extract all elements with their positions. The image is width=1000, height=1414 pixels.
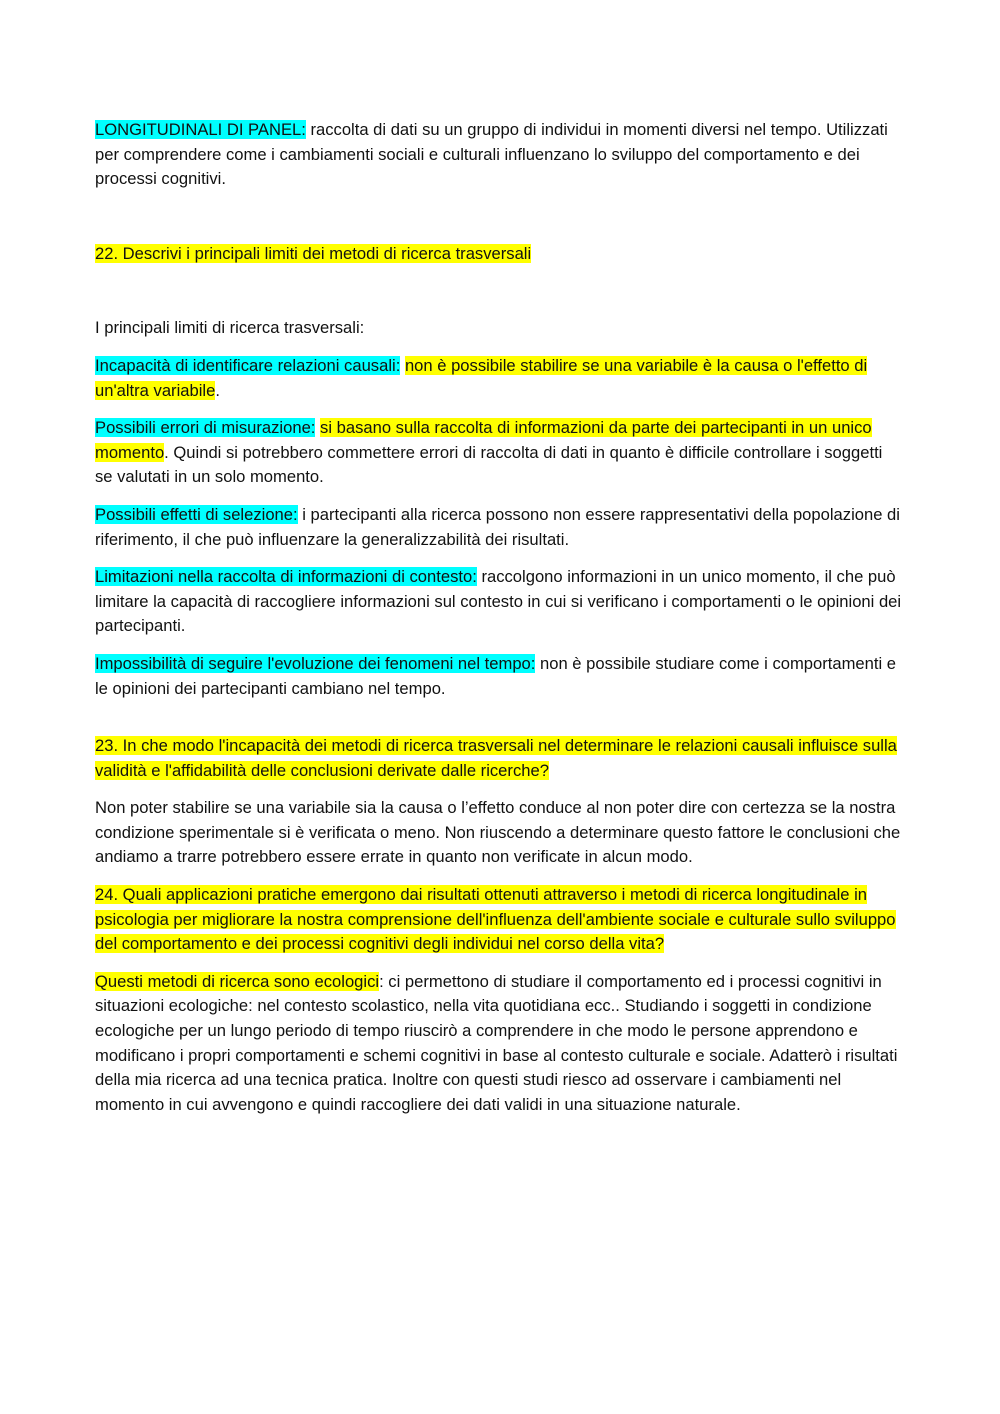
limit-measurement-errors [95,416,904,490]
limit-label: Impossibilità di seguire l'evoluzione dei fenomeni nel tempo: [95,653,536,673]
question-23-text: 23. In che modo l'incapacità dei metodi di ricerca trasversali nel determinare le relazioni causali influisce sulla validità e l'affidabilità delle conclusioni derivate dalle ricerche? [95,736,897,780]
limit-context-information [95,565,904,639]
limit-causal-relations [95,354,904,403]
limit-highlight: si basano sulla raccolta di informazioni da parte dei partecipanti in un unico momento [95,418,872,462]
answer-24-text: : ci permettono di studiare il comportamento ed i processi cognitivi in situazioni ecologiche: nel contesto scolastico, nella vita quotidiana ecc.. Studiando i soggetti in condizione ecologiche per un lungo periodo di tempo riuscirò a comprendere in che modo le persone apprendono e modificano i propri comportamenti e schemi cognitivi in base al contesto culturale e sociale. Adatterò i risultati della mia ricerca ad una tecnica pratica. Inoltre con questi studi riesco ad osservare i cambiamenti nel momento in cui avvengono e quindi raccogliere dei dati validi in una situazione naturale. [95,971,898,1114]
limit-text: raccolgono informazioni in un unico momento, il che può limitare la capacità di raccogliere informazioni sul contesto in cui si verificano i comportamenti o le opinioni dei partecipanti. [95,567,902,636]
limit-evolution-over-time [95,652,904,701]
limit-highlight: non è possibile stabilire se una variabile è la causa o l'effetto di un'altra variabile [95,355,868,400]
term-longitudinali-panel: LONGITUDINALI DI PANEL: [95,120,306,139]
question-22-text: 22. Descrivi i principali limiti dei metodi di ricerca trasversali [95,243,532,263]
limit-label: Possibili errori di misurazione: [95,418,316,438]
question-22 [95,242,904,267]
intro-limits: I principali limiti di ricerca trasversali: [95,318,365,338]
limit-text: non è possibile studiare come i comportamenti e le opinioni dei partecipanti cambiano nel tempo. [95,653,897,698]
limit-text: i partecipanti alla ricerca possono non essere rappresentativi della popolazione di riferimento, il che può influenzare la generalizzabilità dei risultati. [95,504,900,549]
question-24-text: 24. Quali applicazioni pratiche emergono dai risultati ottenuti attraverso i metodi di ricerca longitudinale in psicologia per migliorare la nostra comprensione dell'influenza dell'ambiente sociale e culturale sullo sviluppo del comportamento e dei processi cognitivi degli individui nel corso della vita? [95,885,896,954]
definition-text: raccolta di dati su un gruppo di individui in momenti diversi nel tempo. Utilizzati per comprendere come i cambiamenti sociali e culturali influenzano lo sviluppo del comportamento e dei processi cognitivi. [95,120,888,189]
limit-text: . Quindi si potrebbero commettere errori di raccolta di dati in quanto è difficile controllare i soggetti se valutati in un solo momento. [95,442,883,487]
answer-23: Non poter stabilire se una variabile sia la causa o l’effetto conduce al non poter dire con certezza se la nostra condizione sperimentale si è verificata o meno. Non riuscendo a determinare questo fattore le conclusioni che andiamo a trarre potrebbero essere errate in quanto non verificate in alcun modo. [95,798,901,867]
limit-label: Limitazioni nella raccolta di informazioni di contesto: [95,567,477,587]
limit-label: Incapacità di identificare relazioni causali: [95,355,401,375]
limit-selection-effects [95,503,904,552]
question-24 [95,883,904,957]
limit-label: Possibili effetti di selezione: [95,504,298,524]
answer-24 [95,970,904,1118]
answer-24-highlight: Questi metodi di ricerca sono ecologici [95,971,380,991]
question-23 [95,734,904,783]
limit-text: . [215,380,220,400]
paragraph-longitudinali-panel [95,118,904,192]
